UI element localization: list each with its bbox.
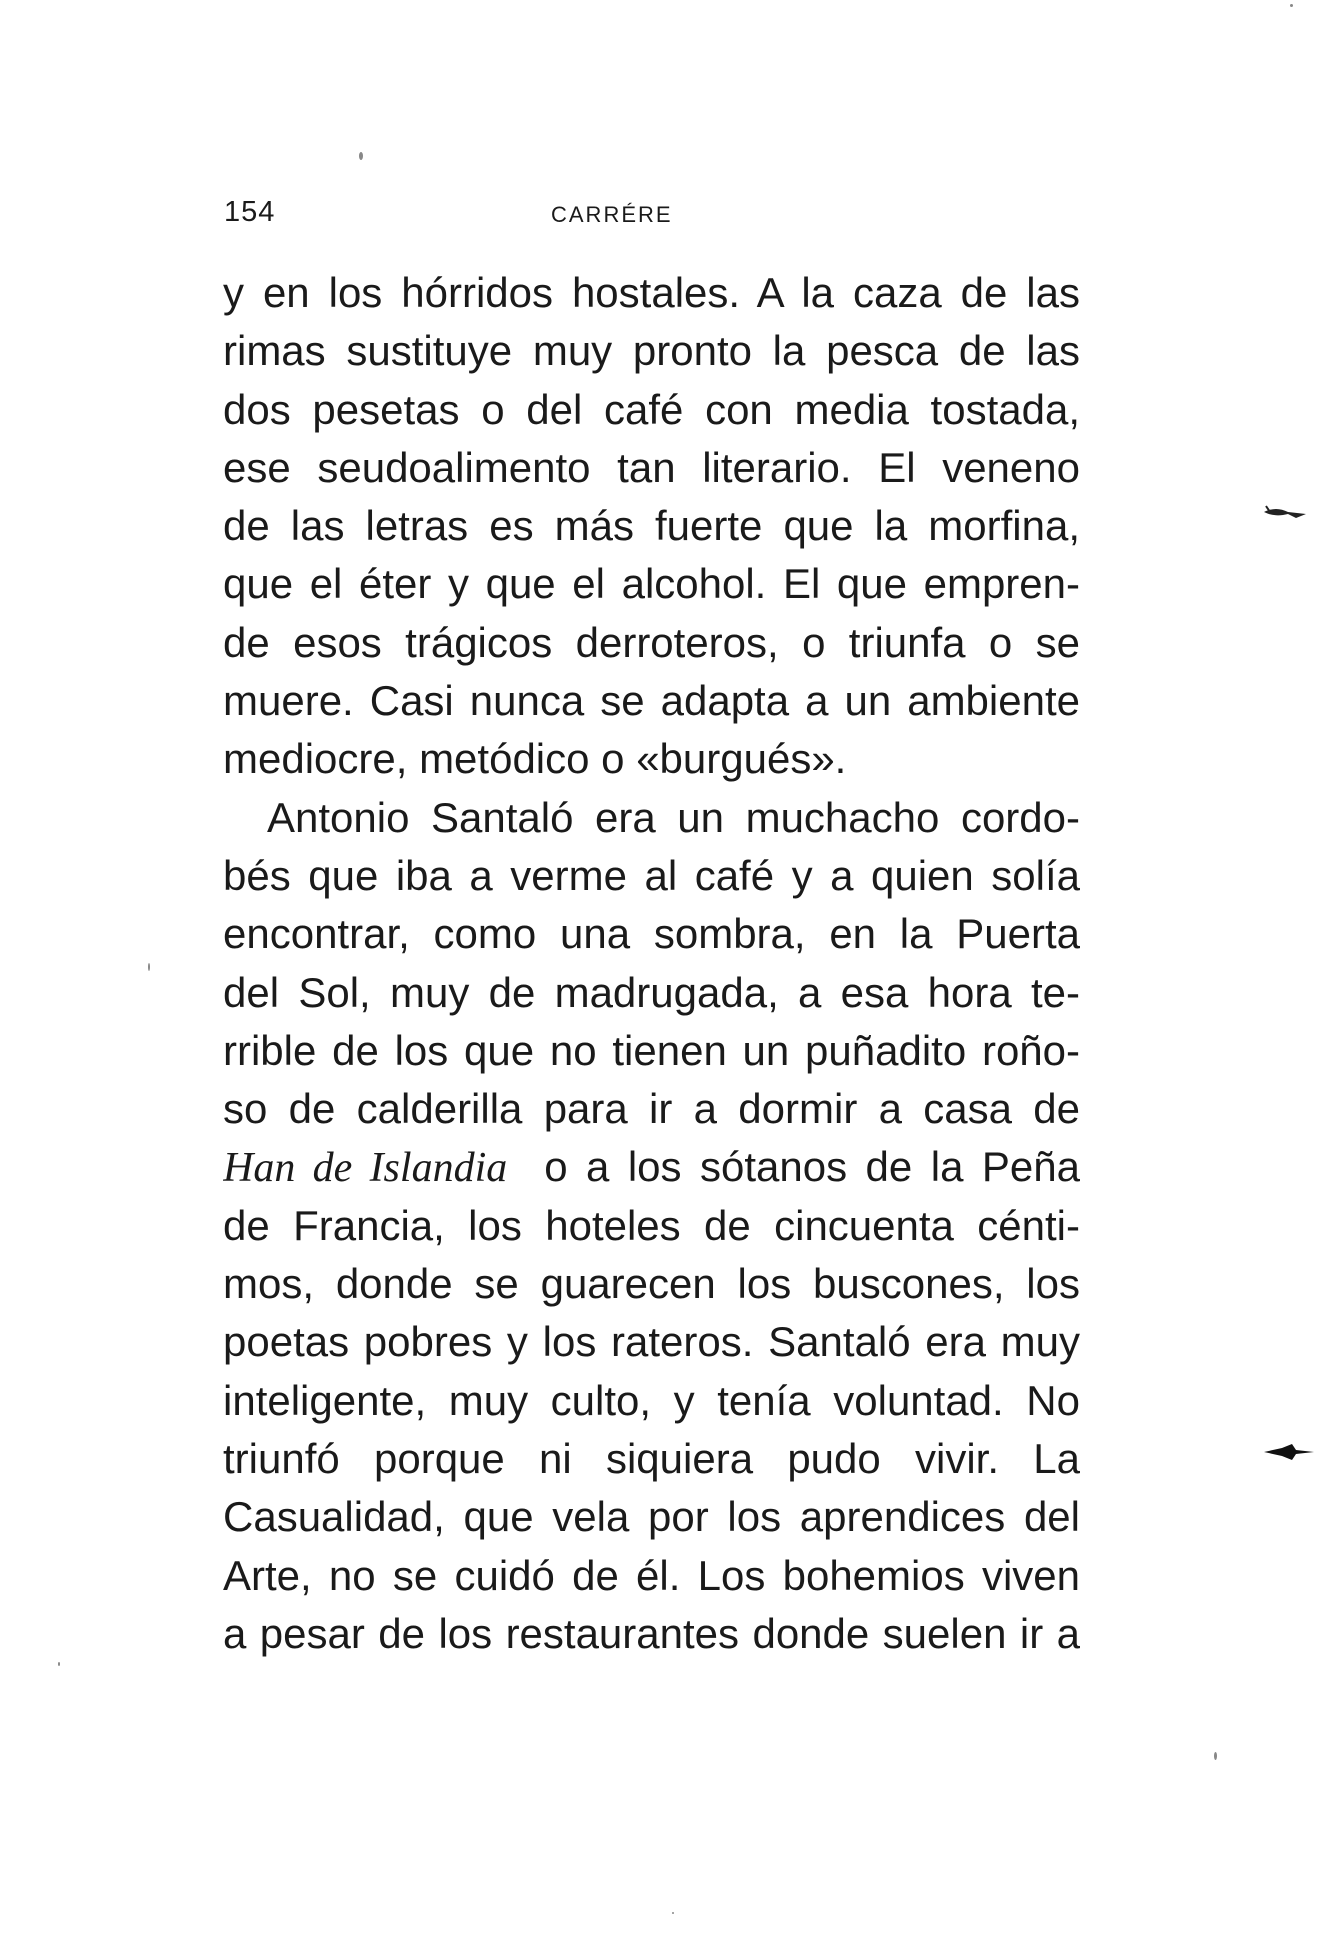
speck bbox=[359, 152, 363, 160]
text-line: inteligente, muy culto, y tenía voluntad. No bbox=[223, 1376, 1080, 1424]
running-head: CARRÉRE bbox=[551, 202, 673, 227]
text-line: mediocre, metódico o «burgués». bbox=[223, 735, 847, 783]
page-number: 154 bbox=[224, 196, 276, 228]
text-line: del Sol, muy de madrugada, a esa hora te- bbox=[223, 968, 1080, 1016]
margin-arrow-mark bbox=[1262, 500, 1312, 524]
speck bbox=[672, 1912, 674, 1914]
text-line: dos pesetas o del café con media tostada, bbox=[223, 385, 1080, 433]
text-line: rimas sustituye muy pronto la pesca de las bbox=[223, 327, 1080, 375]
text-line: de Francia, los hoteles de cincuenta cénti- bbox=[223, 1201, 1080, 1249]
speck bbox=[1214, 1752, 1217, 1760]
text-line: Casualidad, que vela por los aprendices del bbox=[223, 1493, 1080, 1541]
text-line: mos, donde se guarecen los buscones, los bbox=[223, 1260, 1080, 1308]
text-line: muere. Casi nunca se adapta a un ambiente bbox=[223, 677, 1080, 725]
text-line: que el éter y que el alcohol. El que empren- bbox=[223, 560, 1080, 608]
margin-arrow-mark bbox=[1262, 1440, 1316, 1464]
text-line: ese seudoalimento tan literario. El veneno bbox=[223, 443, 1080, 491]
text-line-rest: o a los sótanos de la Peña bbox=[544, 1143, 1080, 1191]
text-line: a pesar de los restaurantes donde suelen ir a bbox=[223, 1609, 1080, 1657]
speck bbox=[58, 1662, 60, 1666]
text-line: poetas pobres y los rateros. Santaló era muy bbox=[223, 1318, 1080, 1366]
text-line: Arte, no se cuidó de él. Los bohemios viven bbox=[223, 1551, 1080, 1599]
text-line: triunfó porque ni siquiera pudo vivir. La bbox=[223, 1434, 1080, 1482]
text-line: y en los hórridos hostales. A la caza de las bbox=[223, 269, 1080, 316]
text-line: de las letras es más fuerte que la morfina, bbox=[223, 502, 1080, 550]
text-line: encontrar, como una sombra, en la Puerta bbox=[223, 910, 1080, 958]
speck bbox=[1290, 4, 1293, 7]
body-text bbox=[223, 264, 1080, 1663]
text-line: rrible de los que no tienen un puñadito roño- bbox=[223, 1026, 1080, 1074]
text-line: de esos trágicos derroteros, o triunfa o se bbox=[223, 618, 1080, 666]
italic-title: Han de Islandia bbox=[223, 1145, 508, 1192]
speck bbox=[148, 963, 150, 971]
text-line: bés que iba a verme al café y a quien solía bbox=[223, 851, 1080, 899]
text-line: so de calderilla para ir a dormir a casa de bbox=[223, 1085, 1080, 1133]
text-line: Antonio Santaló era un muchacho cordo- bbox=[267, 793, 1080, 841]
text-line bbox=[223, 1138, 1080, 1196]
